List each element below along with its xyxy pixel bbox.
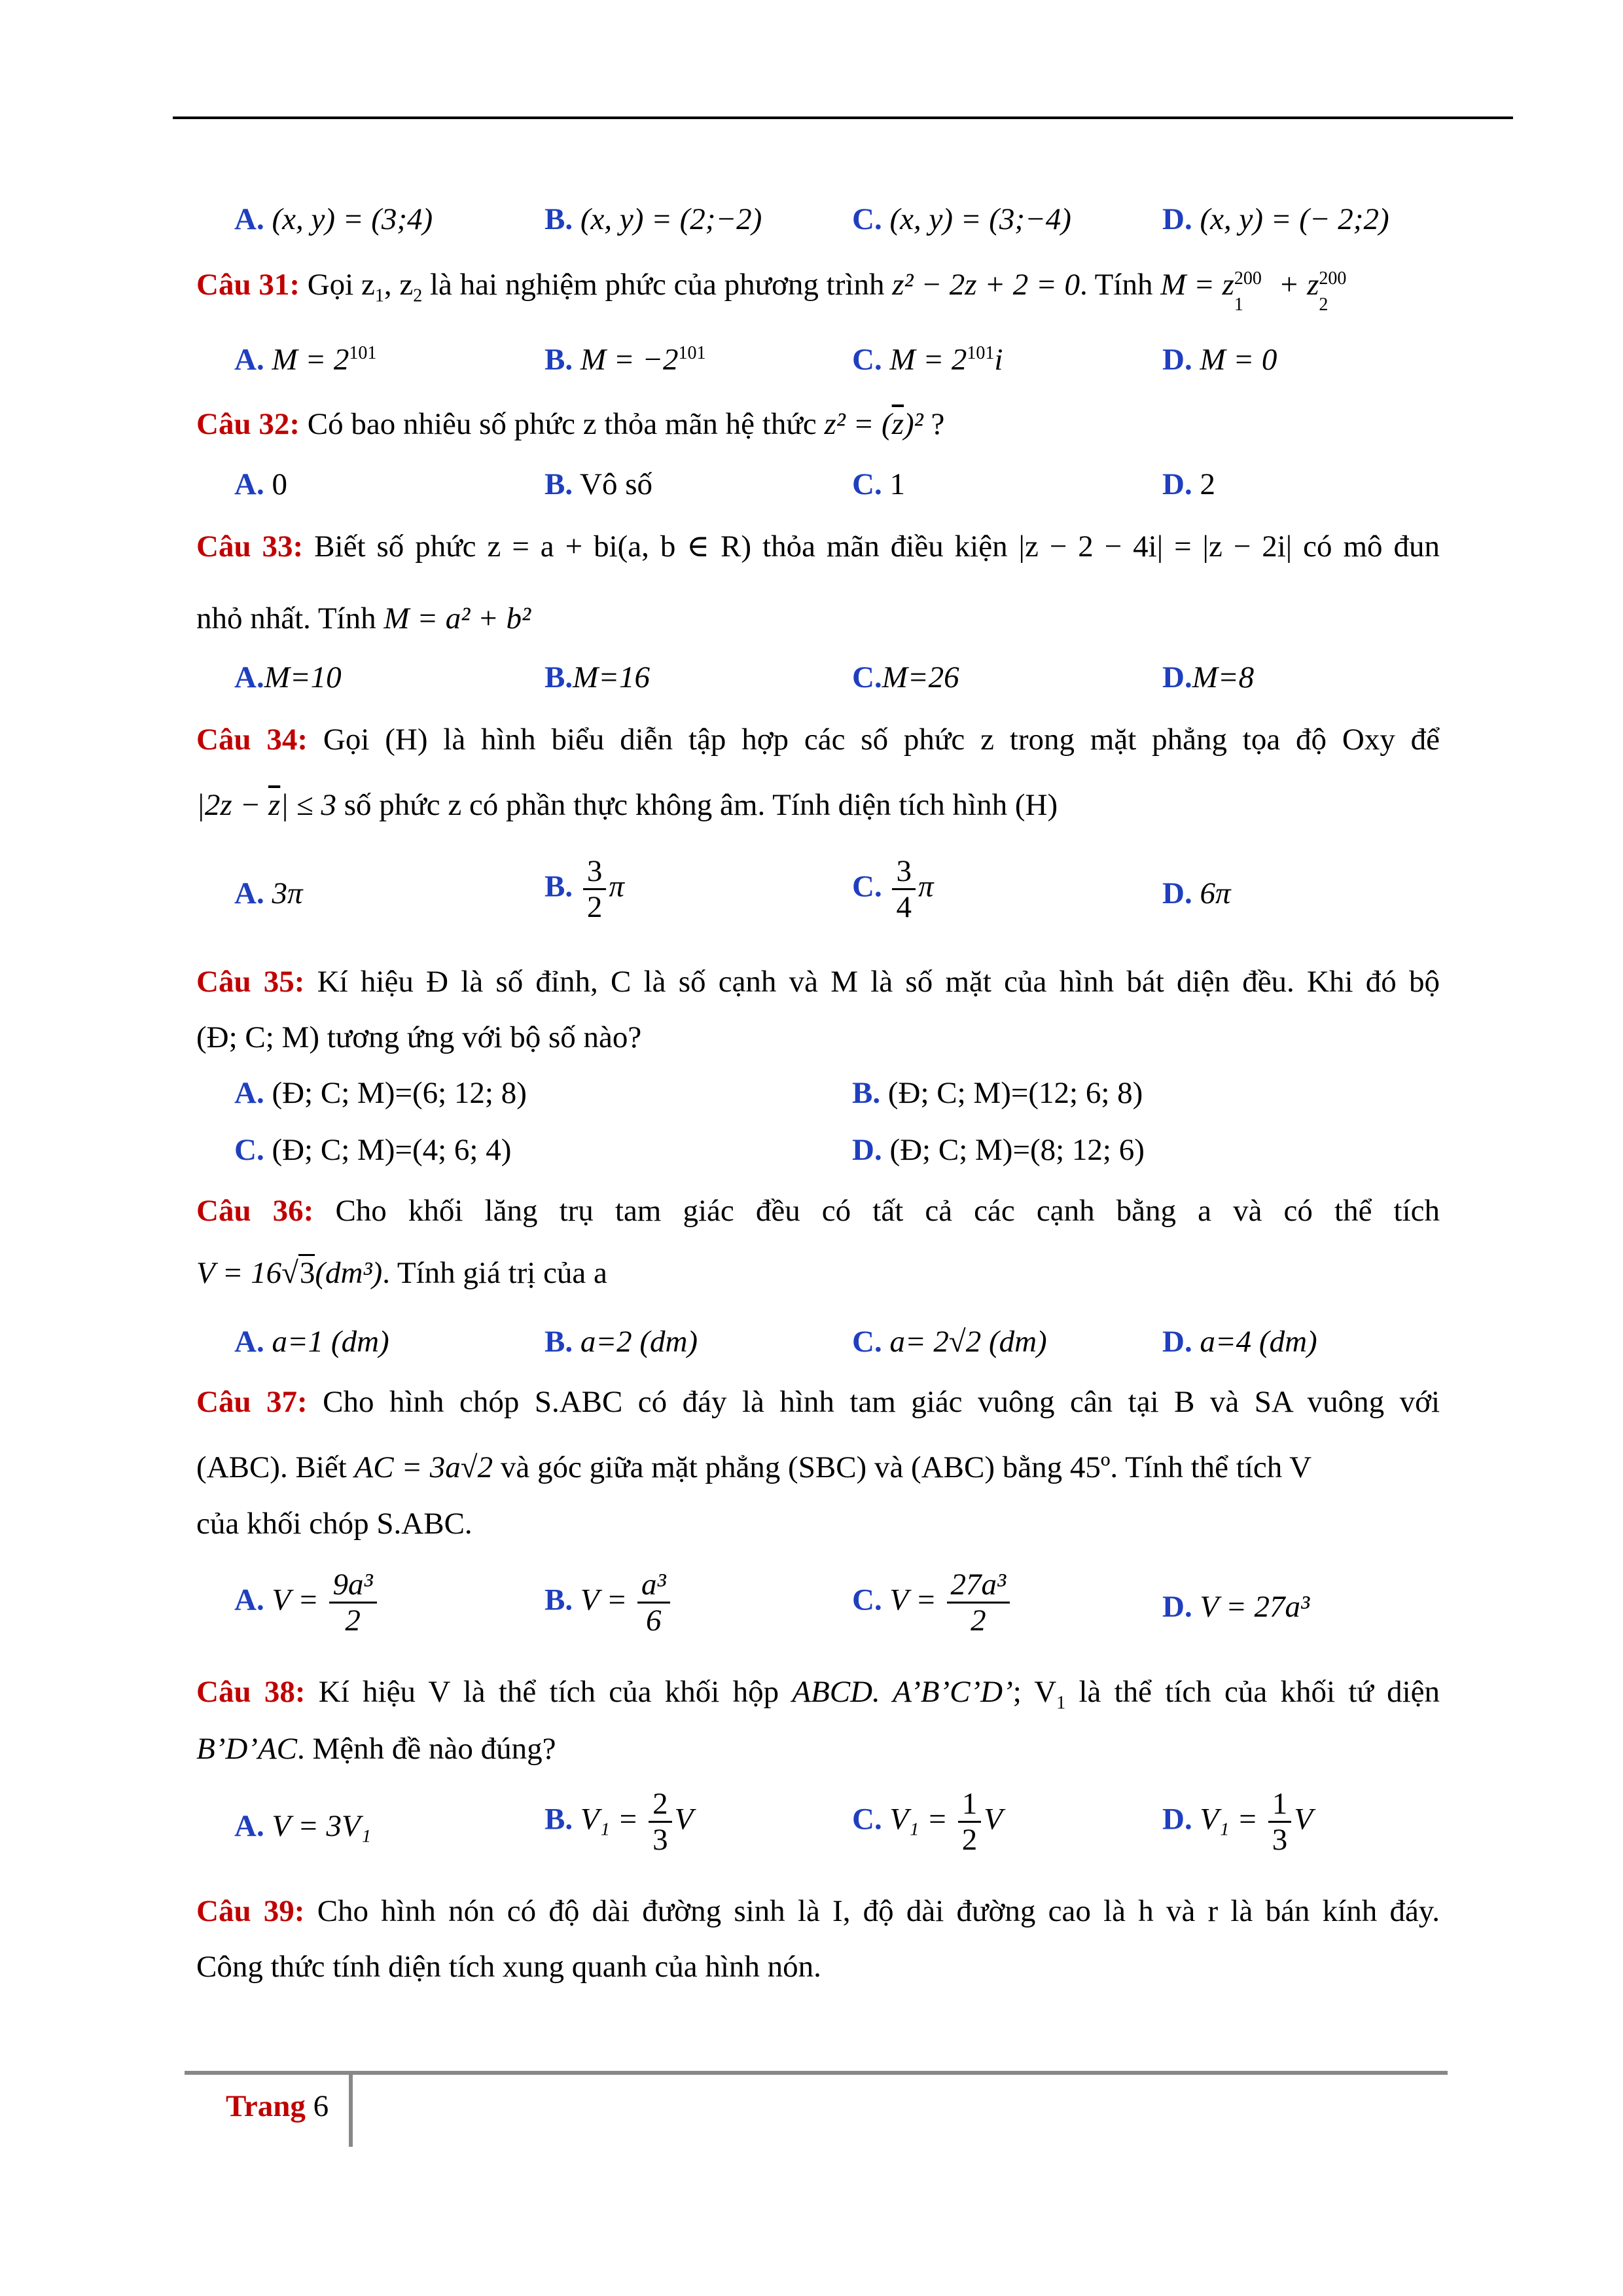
q31-option-d: D. M = 0 [1162, 342, 1277, 377]
q38-option-b: B. V₁ = $\frac{2}{3}$ V [544, 1787, 694, 1857]
question-37-line-3: của khối chóp S.ABC. [196, 1507, 473, 1541]
question-34-line-1: Câu 34: Gọi (H) là hình biểu diễn tập hợp các số phức z trong mặt phẳng tọa độ Oxy để [196, 723, 1440, 757]
q31-option-c: C. $M = 2^{101}i$ [852, 342, 1003, 377]
q31-option-b: B. $M = -2^{101}$ [544, 342, 706, 377]
q38-option-d: D. V₁ = $\frac{1}{3}$ V [1162, 1787, 1313, 1857]
q36-option-c: C. a= 2√2 (dm) [852, 1325, 1047, 1359]
question-title: Câu 39: [196, 1894, 305, 1928]
question-33-line-1: Câu 33: Biết số phức z = a + bi(a, b ∈ R) thỏa mãn điều kiện |z − 2 − 4i| = |z − 2i| có mô đun [196, 529, 1440, 564]
question-31: Câu 31: Gọi $z_1$, $z_2$ là hai nghiệm phức của phương trình z² − 2z + 2 = 0. Tính M = z 200 1 + z 200 2 [196, 268, 1347, 315]
question-title: Câu 38: [196, 1675, 306, 1709]
page-number: Trang 6 [226, 2089, 329, 2123]
q34-option-b: B. $\frac{3}{2}$ π [544, 854, 624, 924]
q38-option-c: C. V₁ = $\frac{1}{2}$ V [852, 1787, 1003, 1857]
question-33-line-2: nhỏ nhất. Tính M = a² + b² [196, 601, 531, 636]
question-35-line-2: (Đ; C; M) tương ứng với bộ số nào? [196, 1020, 642, 1054]
question-39-line-2: Công thức tính diện tích xung quanh của hình nón. [196, 1950, 821, 1984]
question-title: Câu 33: [196, 529, 304, 564]
q33-option-d: D.M=8 [1162, 660, 1255, 694]
q32-option-b: B. Vô số [544, 467, 652, 501]
question-title: Câu 37: [196, 1385, 308, 1419]
q30-option-b: B. (x, y) = (2;−2) [544, 202, 762, 236]
q35-option-c: C. (Đ; C; M)=(4; 6; 4) [234, 1133, 512, 1167]
question-title: Câu 36: [196, 1194, 314, 1228]
q32-option-d: D. 2 [1162, 467, 1215, 501]
question-32: Câu 32: Có bao nhiêu số phức z thỏa mãn hệ thức $z^2 = (\overline{z})^2$ ? [196, 407, 945, 441]
q33-option-c: C.M=26 [852, 660, 959, 694]
q35-option-d: D. (Đ; C; M)=(8; 12; 6) [852, 1133, 1145, 1167]
header-rule [173, 117, 1513, 119]
q35-option-a: A. (Đ; C; M)=(6; 12; 8) [234, 1076, 527, 1110]
question-title: Câu 35: [196, 965, 305, 999]
q36-option-a: A. a=1 (dm) [234, 1325, 389, 1359]
question-37-line-1: Câu 37: Cho hình chóp S.ABC có đáy là hình tam giác vuông cân tại B và SA vuông với [196, 1385, 1440, 1419]
q37-option-d: D. V = 27a³ [1162, 1590, 1310, 1624]
question-title: Câu 34: [196, 723, 308, 757]
q37-option-c: C. V = $\frac{\text{27a³}}{2}$ [852, 1568, 1012, 1638]
q33-option-b: B.M=16 [544, 660, 650, 694]
q30-option-c: C. (x, y) = (3;−4) [852, 202, 1071, 236]
q34-option-c: C. $\frac{3}{4}$ π [852, 854, 934, 924]
q34-option-a: A. 3π [234, 876, 303, 910]
q31-option-a: A. $M = 2^{101}$ [234, 342, 377, 377]
q30-option-d: D. (x, y) = (− 2;2) [1162, 202, 1389, 236]
footer-rule [185, 2071, 1448, 2075]
footer-divider [349, 2073, 353, 2147]
question-38-line-2: B’D’AC. Mệnh đề nào đúng? [196, 1732, 556, 1766]
q36-option-b: B. a=2 (dm) [544, 1325, 698, 1359]
q32-option-c: C. 1 [852, 467, 905, 501]
q30-option-a: A. (x, y) = (3;4) [234, 202, 433, 236]
q37-option-a: A. V = $\frac{\text{9a³}}{2}$ [234, 1568, 380, 1638]
question-39-line-1: Câu 39: Cho hình nón có độ dài đường sinh là I, độ dài đường cao là h và r là bán kính đáy. [196, 1894, 1440, 1928]
question-title: Câu 31: [196, 268, 300, 302]
question-38-line-1: Câu 38: Kí hiệu V là thể tích của khối hộp ABCD. A’B’C’D’; $V_1$ là thể tích của khối tứ diện [196, 1675, 1440, 1713]
q36-option-d: D. a=4 (dm) [1162, 1325, 1317, 1359]
question-36-line-1: Câu 36: Cho khối lăng trụ tam giác đều có tất cả các cạnh bằng a và có thể tích [196, 1194, 1440, 1228]
question-35-line-1: Câu 35: Kí hiệu Đ là số đỉnh, C là số cạnh và M là số mặt của hình bát diện đều. Khi đó bộ [196, 965, 1440, 999]
question-37-line-2: (ABC). Biết AC = 3a√2 và góc giữa mặt phẳng (SBC) và (ABC) bằng 45º. Tính thể tích V [196, 1450, 1312, 1484]
q37-option-b: B. V = $\frac{\text{a³}}{6}$ [544, 1568, 673, 1638]
q38-option-a: A. V = 3V₁ [234, 1809, 372, 1843]
q34-option-d: D. 6π [1162, 876, 1231, 910]
q35-option-b: B. (Đ; C; M)=(12; 6; 8) [852, 1076, 1143, 1110]
question-34-line-2: $|2z - \overline{z}| \le 3$ số phức z có phần thực không âm. Tính diện tích hình (H) [196, 788, 1058, 822]
q32-option-a: A. 0 [234, 467, 287, 501]
question-36-line-2: V = 16√3(dm³). Tính giá trị của a [196, 1253, 1440, 1293]
question-title: Câu 32: [196, 407, 300, 441]
q33-option-a: A.M=10 [234, 660, 342, 694]
